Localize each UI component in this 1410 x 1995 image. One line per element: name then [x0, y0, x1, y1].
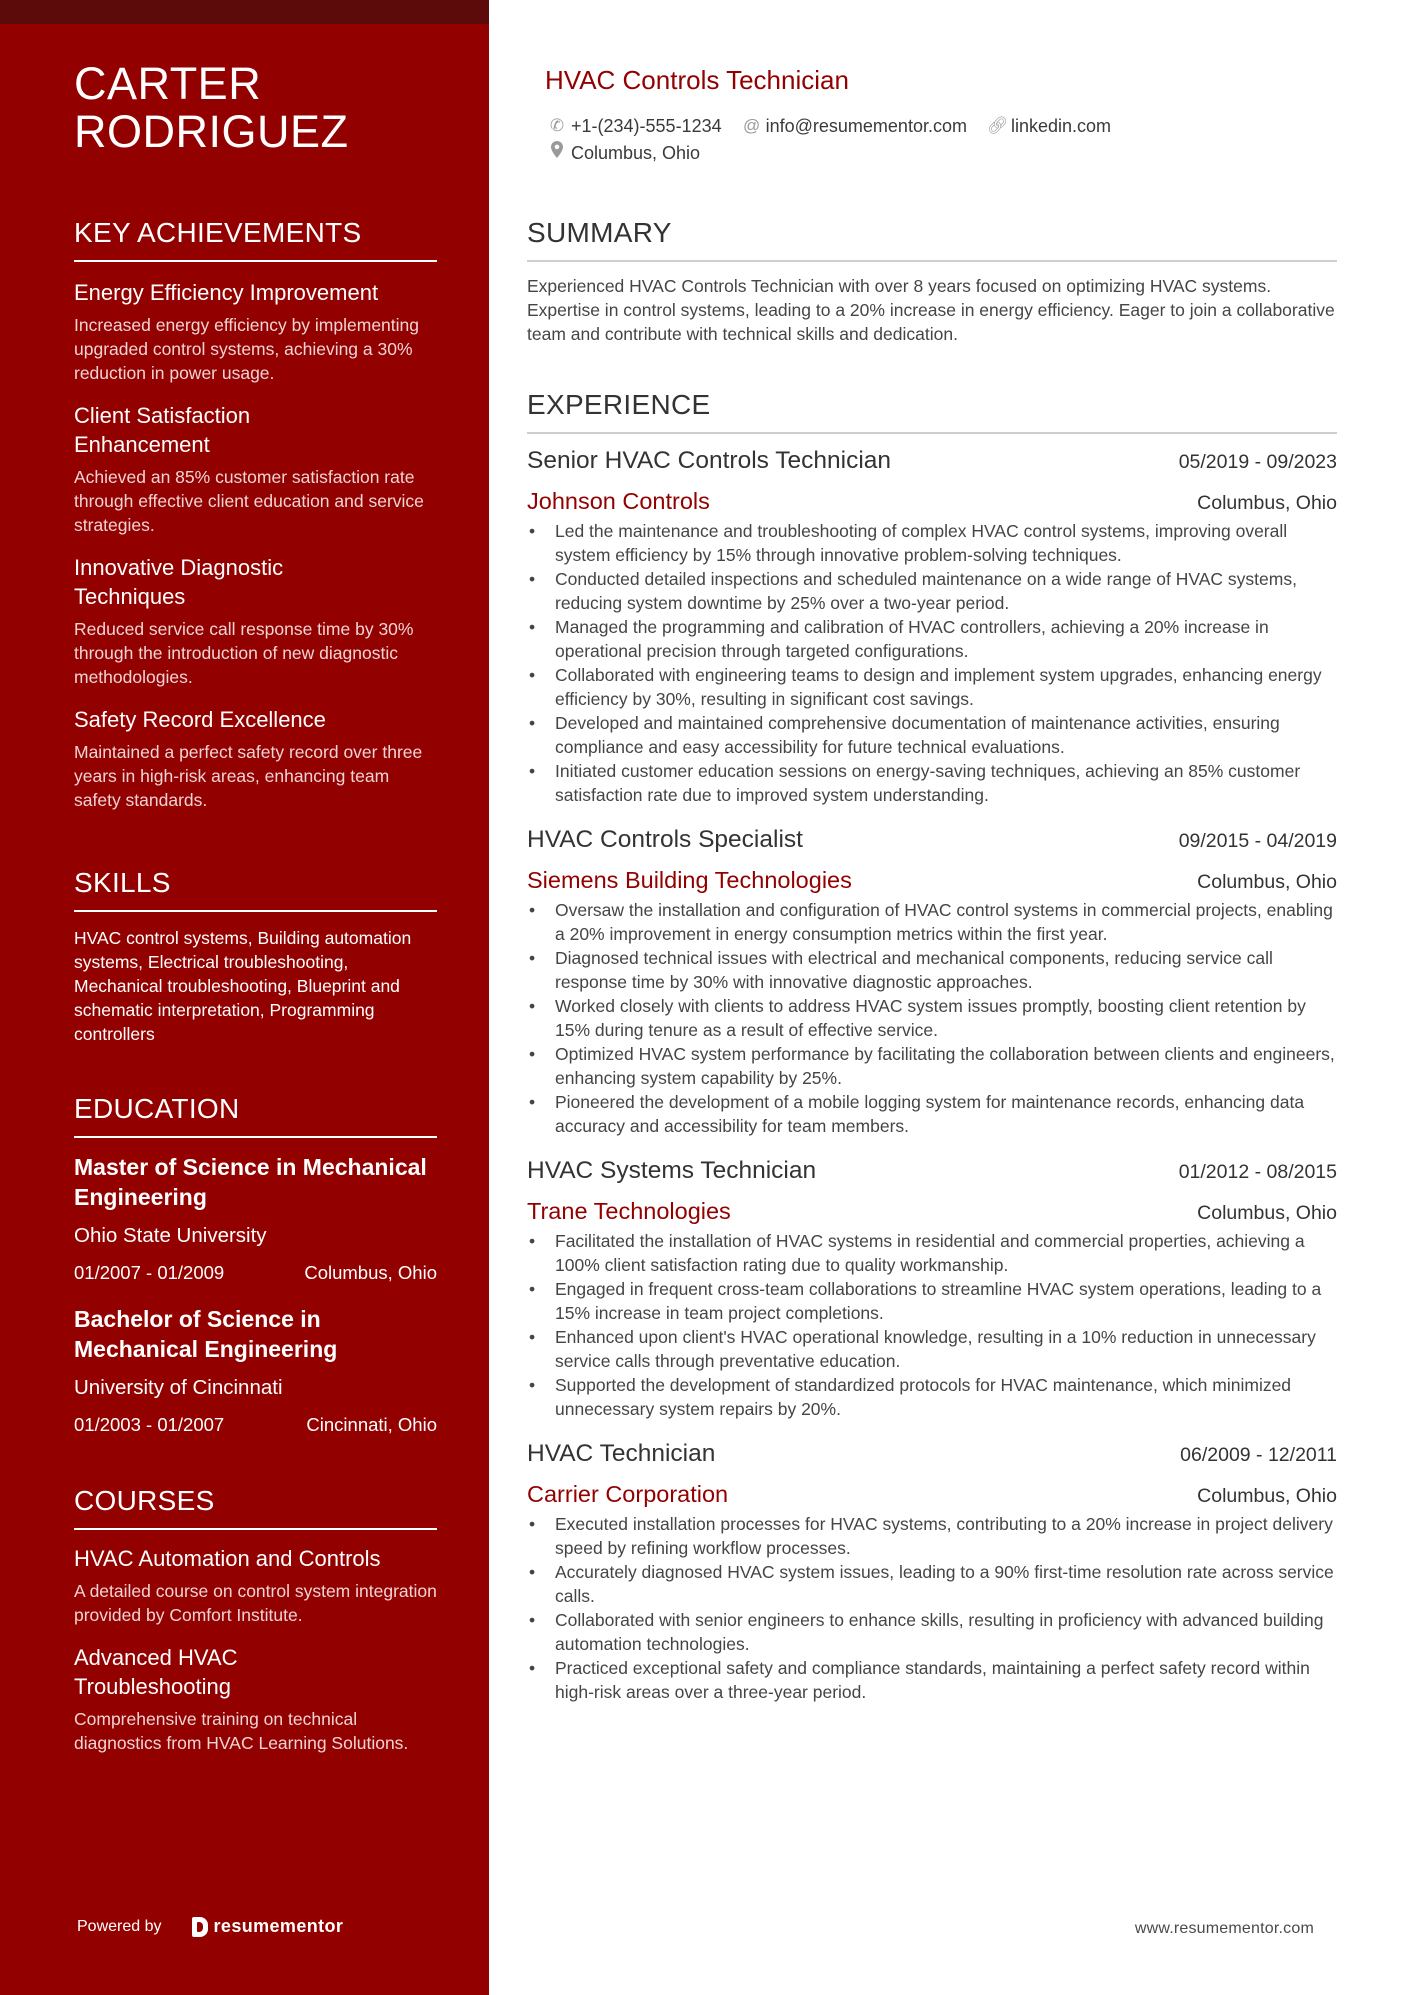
bullet-item: • Collaborated with engineering teams to design and implement system upgrades, enhancing energy efficiency by 30%, resulting in significant cost savings.: [527, 663, 1337, 711]
courses-heading: COURSES: [74, 1484, 437, 1530]
bullet-item: • Accurately diagnosed HVAC system issues, leading to a 90% first-time resolution rate across service calls.: [527, 1560, 1337, 1608]
at-icon: @: [742, 115, 761, 135]
bullet-item: • Pioneered the development of a mobile logging system for maintenance records, enhancing data accuracy and accessibility for team members.: [527, 1090, 1337, 1138]
bullet-item: • Developed and maintained comprehensive documentation of maintenance activities, ensuring compliance and easy accessibility for future technical evaluations.: [527, 711, 1337, 759]
footer-website[interactable]: www.resumementor.com: [1134, 1920, 1314, 1937]
bullet-item: • Managed the programming and calibration of HVAC controllers, achieving a 20% increase in operational precision through targeted configurations.: [527, 615, 1337, 663]
powered-by: [77, 1916, 343, 1937]
resumementor-logo-icon: [192, 1917, 208, 1937]
education-section: [74, 1092, 437, 1438]
course-title: Advanced HVAC Troubleshooting: [74, 1645, 238, 1699]
email-text: info@resumementor.com: [765, 115, 967, 136]
name-line-1: CARTER: [74, 58, 262, 109]
job-location: Columbus, Ohio: [1197, 1485, 1337, 1507]
name-line-2: RODRIGUEZ: [74, 106, 349, 157]
course-item: [74, 1544, 437, 1627]
achievements-heading: KEY ACHIEVEMENTS: [74, 216, 437, 262]
achievement-title: Safety Record Excellence: [74, 707, 326, 732]
achievement-title: Client Satisfaction Enhancement: [74, 403, 251, 457]
bullet-item: • Facilitated the installation of HVAC systems in residential and commercial properties, achieving a 100% client satisfaction rating due to quality workmanship.: [527, 1229, 1337, 1277]
contact-linkedin[interactable]: [987, 113, 1111, 139]
job-title: HVAC Controls Technician: [545, 65, 849, 95]
linkedin-text: linkedin.com: [1010, 115, 1112, 136]
job-company: Siemens Building Technologies: [527, 867, 852, 893]
experience-entry: [527, 446, 1337, 807]
job-bullets: [527, 1512, 1337, 1704]
job-location: Columbus, Ohio: [1197, 492, 1337, 514]
contact-info: [547, 112, 1327, 166]
course-title: HVAC Automation and Controls: [74, 1546, 381, 1571]
achievement-item: [74, 278, 437, 385]
bullet-item: • Diagnosed technical issues with electrical and mechanical components, reducing service call response time by 30% with innovative diagnostic approaches.: [527, 946, 1337, 994]
achievement-desc: Maintained a perfect safety record over three years in high-risk areas, enhancing team safety standards.: [74, 742, 423, 810]
sidebar-top-bar: [0, 0, 489, 24]
bullet-item: • Supported the development of standardized protocols for HVAC maintenance, which minimized unnecessary system repairs by 20%.: [527, 1373, 1337, 1421]
education-heading: EDUCATION: [74, 1092, 437, 1138]
brand-name: resumementor: [213, 1916, 344, 1936]
summary-text: Experienced HVAC Controls Technician with over 8 years focused on optimizing HVAC systems. Expertise in control systems, leading to a 20% increase in energy efficiency. Eager to join a collaborative team and contribute with technical skills and dedication.: [527, 276, 1335, 344]
job-dates: 01/2012 - 08/2015: [1178, 1161, 1337, 1183]
achievement-title: Energy Efficiency Improvement: [74, 280, 379, 305]
education-item: [74, 1152, 437, 1286]
achievements-section: [74, 216, 437, 812]
achievement-title: Innovative Diagnostic Techniques: [74, 555, 284, 609]
phone-icon: ✆: [549, 115, 565, 135]
course-desc: A detailed course on control system integration provided by Comfort Institute.: [74, 1581, 437, 1625]
bullet-item: • Oversaw the installation and configuration of HVAC control systems in commercial projects, enabling a 20% improvement in energy consumption metrics within the first year.: [527, 898, 1337, 946]
bullet-item: • Executed installation processes for HVAC systems, contributing to a 20% increase in project delivery speed by refining workflow processes.: [527, 1512, 1337, 1560]
bullet-item: • Collaborated with senior engineers to enhance skills, resulting in proficiency with advanced building automation technologies.: [527, 1608, 1337, 1656]
education-degree: Bachelor of Science in Mechanical Engineering: [74, 1306, 338, 1362]
job-role: HVAC Controls Specialist: [527, 826, 803, 853]
contact-location: [547, 140, 700, 166]
achievement-desc: Increased energy efficiency by implementing upgraded control systems, achieving a 30% reduction in power usage.: [74, 315, 420, 383]
courses-section: [74, 1484, 437, 1755]
achievement-item: [74, 553, 437, 689]
job-role: HVAC Systems Technician: [527, 1157, 817, 1184]
experience-entry: [527, 1156, 1337, 1421]
contact-email[interactable]: [742, 113, 967, 139]
skills-heading: SKILLS: [74, 866, 437, 912]
summary-section: [527, 216, 1337, 346]
education-item: [74, 1304, 437, 1438]
course-desc: Comprehensive training on technical diagnostics from HVAC Learning Solutions.: [74, 1709, 409, 1753]
bullet-item: • Conducted detailed inspections and scheduled maintenance on a wide range of HVAC systems, reducing system downtime by 25% over a two-year period.: [527, 567, 1337, 615]
job-location: Columbus, Ohio: [1197, 1202, 1337, 1224]
job-dates: 05/2019 - 09/2023: [1178, 451, 1337, 473]
job-dates: 09/2015 - 04/2019: [1178, 830, 1337, 852]
achievement-desc: Achieved an 85% customer satisfaction rate through effective client education and service strategies.: [74, 467, 424, 535]
location-pin-icon: [547, 140, 567, 166]
experience-heading: EXPERIENCE: [527, 388, 1337, 434]
education-location: Cincinnati, Ohio: [306, 1414, 437, 1435]
achievement-item: [74, 401, 437, 537]
job-location: Columbus, Ohio: [1197, 871, 1337, 893]
job-company: Johnson Controls: [527, 488, 710, 514]
education-degree: Master of Science in Mechanical Engineering: [74, 1154, 427, 1210]
job-company: Carrier Corporation: [527, 1481, 729, 1507]
achievement-desc: Reduced service call response time by 30% through the introduction of new diagnostic methodologies.: [74, 619, 414, 687]
job-bullets: [527, 898, 1337, 1138]
education-school: Ohio State University: [74, 1224, 267, 1247]
bullet-item: • Led the maintenance and troubleshooting of complex HVAC control systems, improving overall system efficiency by 15% through innovative problem-solving techniques.: [527, 519, 1337, 567]
job-company: Trane Technologies: [527, 1198, 731, 1224]
powered-by-label: Powered by: [77, 1917, 162, 1935]
contact-phone[interactable]: [547, 113, 722, 139]
skills-section: [74, 866, 437, 1046]
bullet-item: • Initiated customer education sessions on energy-saving techniques, achieving an 85% customer satisfaction rate due to improved system understanding.: [527, 759, 1337, 807]
education-location: Columbus, Ohio: [304, 1262, 437, 1283]
phone-text: +1-(234)-555-1234: [571, 115, 722, 136]
experience-section: [527, 388, 1337, 1704]
education-dates: 01/2003 - 01/2007: [74, 1414, 225, 1435]
skills-list: HVAC control systems, Building automation systems, Electrical troubleshooting, Mechanical troubleshooting, Blueprint and schematic interpretation, Programming controllers: [74, 928, 412, 1044]
job-bullets: [527, 1229, 1337, 1421]
bullet-item: • Enhanced upon client's HVAC operational knowledge, resulting in a 10% reduction in unnecessary service calls through preventative education.: [527, 1325, 1337, 1373]
location-text: Columbus, Ohio: [571, 142, 701, 163]
sidebar: [0, 0, 489, 1995]
candidate-name: [74, 60, 437, 156]
job-dates: 06/2009 - 12/2011: [1180, 1444, 1337, 1466]
link-icon: 🔗︎: [986, 115, 1009, 135]
job-bullets: [527, 519, 1337, 807]
experience-entry: [527, 1439, 1337, 1704]
job-role: Senior HVAC Controls Technician: [527, 447, 892, 474]
achievement-item: [74, 705, 437, 812]
experience-entry: [527, 825, 1337, 1138]
bullet-item: • Worked closely with clients to address HVAC system issues promptly, boosting client retention by 15% during tenure as a result of effective service.: [527, 994, 1337, 1042]
course-item: [74, 1643, 437, 1755]
bullet-item: • Practiced exceptional safety and compliance standards, maintaining a perfect safety record within high-risk areas over a three-year period.: [527, 1656, 1337, 1704]
bullet-item: • Engaged in frequent cross-team collaborations to streamline HVAC system operations, leading to a 15% increase in team project completions.: [527, 1277, 1337, 1325]
bullet-item: • Optimized HVAC system performance by facilitating the collaboration between clients and engineers, enhancing system capability by 25%.: [527, 1042, 1337, 1090]
education-school: University of Cincinnati: [74, 1376, 283, 1399]
education-dates: 01/2007 - 01/2009: [74, 1262, 225, 1283]
summary-heading: SUMMARY: [527, 216, 1337, 262]
job-role: HVAC Technician: [527, 1440, 716, 1467]
